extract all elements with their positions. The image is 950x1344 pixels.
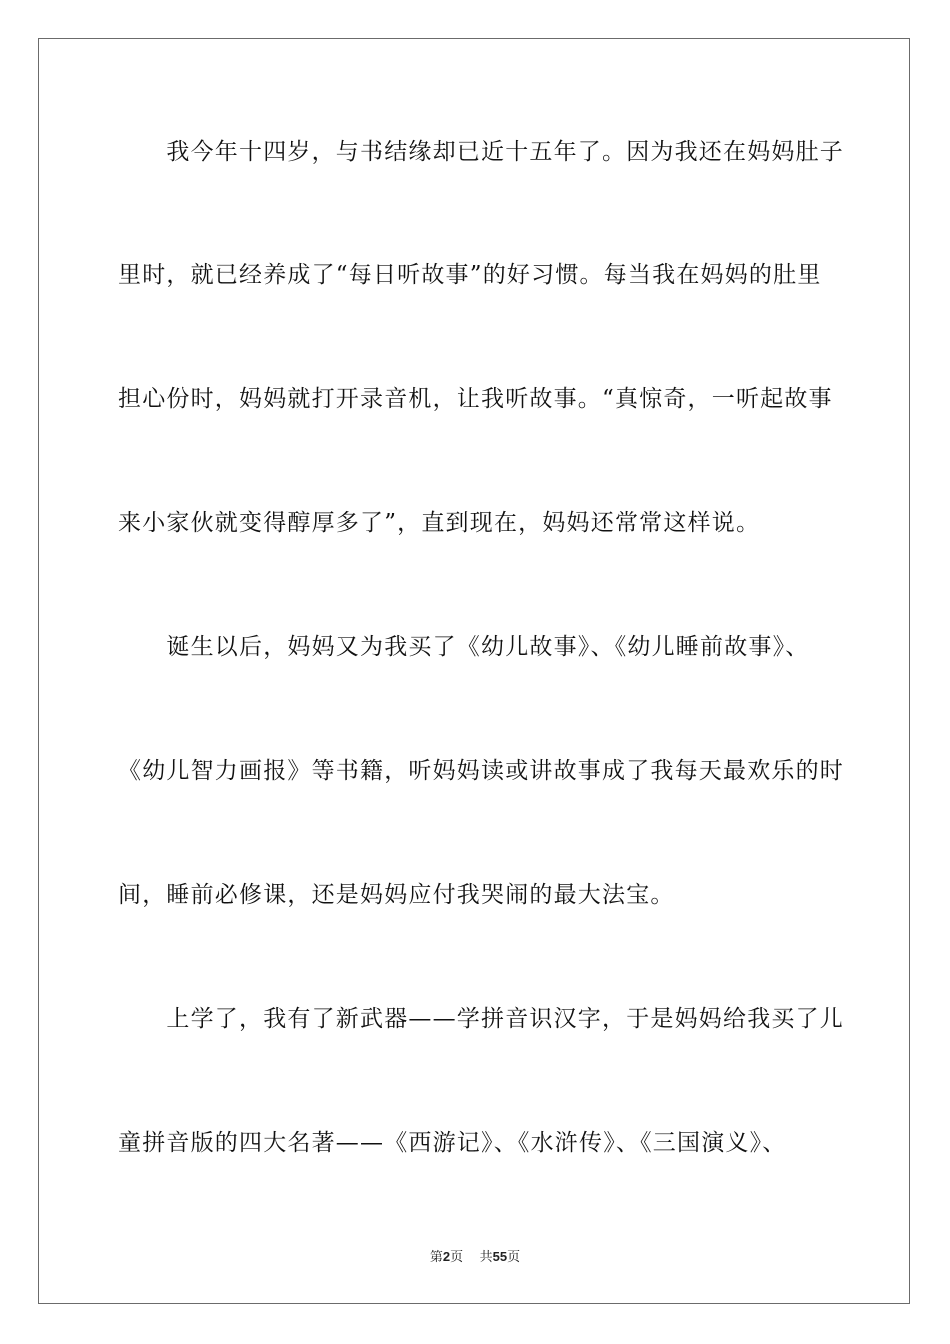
text-line-6: 《幼儿智力画报》等书籍，听妈妈读或讲故事成了我每天最欢乐的时 (118, 758, 844, 784)
page-footer (0, 1246, 950, 1265)
page-number: 2 (442, 1249, 451, 1264)
text-line-1: 我今年十四岁，与书结缘却已近十五年了。因为我还在妈妈肚子 (118, 139, 844, 165)
text-line-5: 诞生以后，妈妈又为我买了《幼儿故事》、《幼儿睡前故事》、 (118, 634, 810, 660)
total-suffix: 页 (507, 1250, 521, 1265)
page-frame (38, 38, 910, 1304)
page-prefix: 第 (429, 1250, 443, 1265)
text-line-2: 里时，就已经养成了“每日听故事”的好习惯。每当我在妈妈的肚里 (118, 262, 822, 288)
text-line-9: 童拼音版的四大名著——《西游记》、《水浒传》、《三国演义》、 (118, 1130, 787, 1156)
total-pages: 55 (492, 1249, 508, 1264)
text-line-3: 担心份时，妈妈就打开录音机，让我听故事。“真惊奇，一听起故事 (118, 386, 833, 412)
total-prefix: 共 (479, 1250, 493, 1265)
text-line-4: 来小家伙就变得醇厚多了”，直到现在，妈妈还常常这样说。 (118, 510, 761, 536)
page-suffix: 页 (450, 1250, 464, 1265)
text-line-8: 上学了，我有了新武器——学拼音识汉字，于是妈妈给我买了儿 (118, 1006, 844, 1032)
text-line-7: 间，睡前必修课，还是妈妈应付我哭闹的最大法宝。 (118, 882, 675, 908)
